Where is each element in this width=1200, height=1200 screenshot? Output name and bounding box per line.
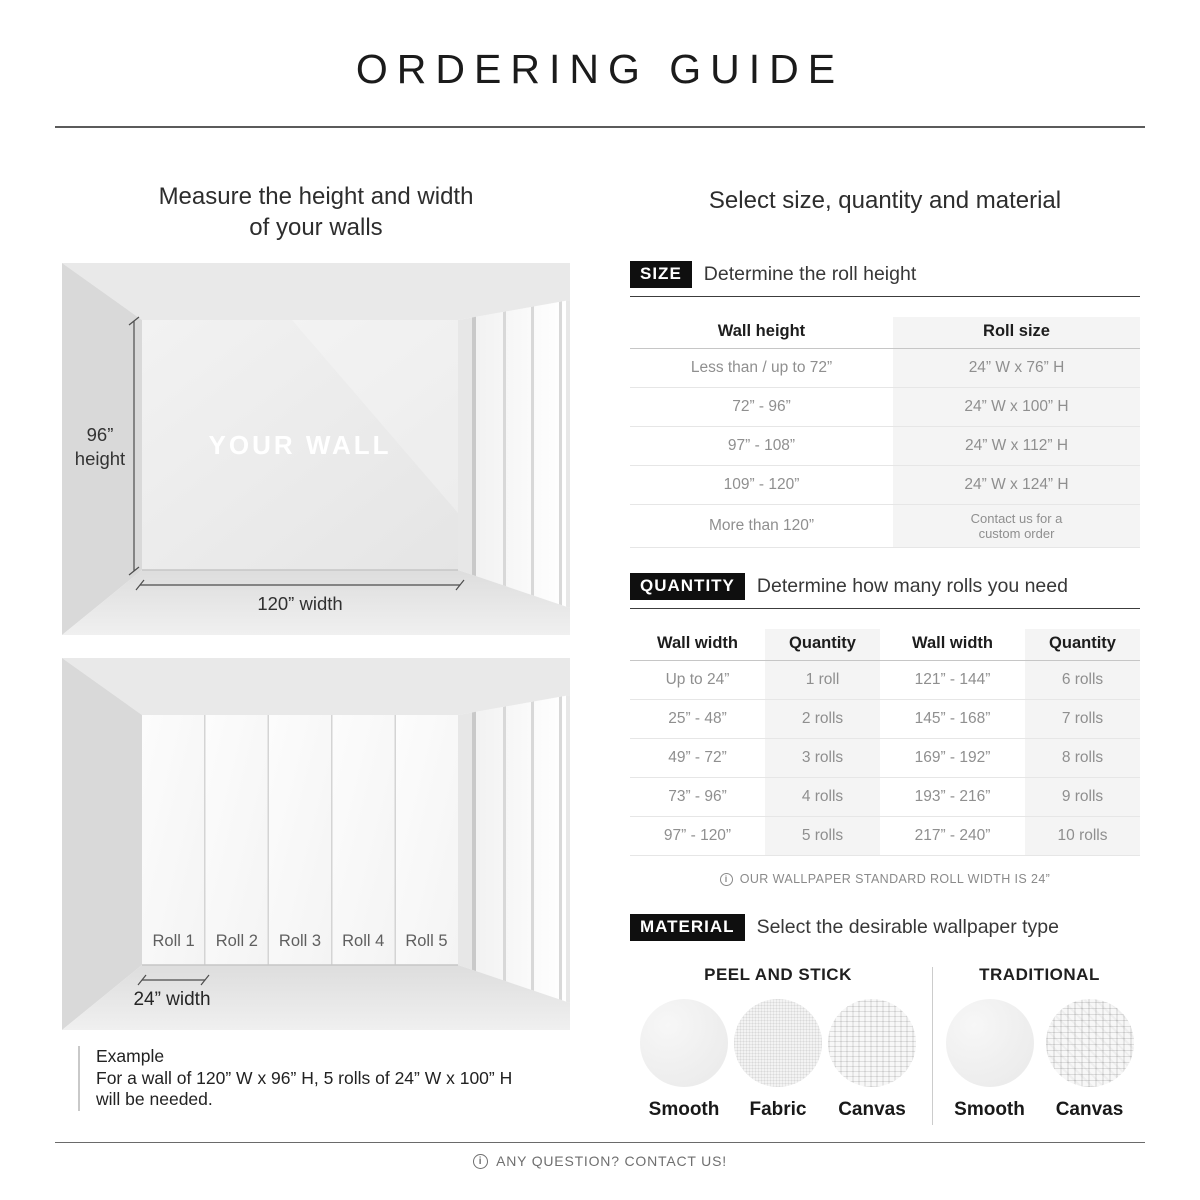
- swatch-label: Fabric: [749, 1099, 807, 1120]
- room-illustration-measure: [62, 263, 570, 635]
- roll-labels: [142, 932, 458, 951]
- material-subtitle: Select the desirable wallpaper type: [756, 916, 1059, 938]
- measure-heading-line2: of your walls: [249, 214, 383, 241]
- table-row: [630, 505, 1140, 548]
- qty-quantity: 4 rolls: [765, 778, 880, 816]
- measure-heading-line1: Measure the height and width: [158, 183, 474, 210]
- wall-width-label: 120” width: [257, 593, 343, 614]
- qty-quantity: 6 rolls: [1025, 661, 1140, 699]
- quantity-badge: QUANTITY: [630, 573, 745, 600]
- swatch-label: Canvas: [1055, 1099, 1124, 1120]
- footer-contact: [0, 1153, 1200, 1169]
- wall-height-value: 96”: [86, 424, 114, 445]
- smooth-texture-circle: [640, 999, 728, 1087]
- qty-wall-width: 73” - 96”: [668, 788, 727, 805]
- swatch-smooth: [946, 999, 1034, 1121]
- footer-contact-text: ANY QUESTION? CONTACT US!: [496, 1153, 727, 1169]
- qty-col-wall-width: Wall width: [657, 634, 738, 652]
- size-col-wall-height: Wall height: [717, 322, 806, 340]
- size-table-header: [630, 317, 1140, 349]
- size-section: [630, 261, 1140, 548]
- size-subtitle: Determine the roll height: [703, 263, 917, 285]
- canvas-texture-circle: [828, 999, 916, 1087]
- material-options: [630, 965, 1140, 1125]
- quantity-table: [630, 629, 1140, 856]
- qty-quantity: 7 rolls: [1025, 700, 1140, 738]
- top-divider: [55, 126, 1145, 128]
- size-wall-height: 109” - 120”: [723, 476, 800, 493]
- qty-quantity: 1 roll: [765, 661, 880, 699]
- smooth-texture-circle: [946, 999, 1034, 1087]
- peel-and-stick-swatches: [630, 999, 926, 1121]
- example-line2: will be needed.: [96, 1089, 213, 1109]
- roll-width-note: [630, 872, 1140, 886]
- swatch-fabric: [734, 999, 822, 1121]
- info-icon: i: [720, 873, 733, 886]
- qty-quantity: 5 rolls: [765, 817, 880, 855]
- size-wall-height: 97” - 108”: [727, 437, 796, 454]
- traditional-title: TRADITIONAL: [979, 965, 1100, 984]
- roll-label-1: Roll 1: [152, 932, 195, 950]
- qty-wall-width: 97” - 120”: [663, 827, 732, 844]
- table-row: [630, 817, 1140, 856]
- footer-divider: [55, 1142, 1145, 1143]
- qty-col-quantity: Quantity: [765, 629, 880, 660]
- size-wall-height: More than 120”: [708, 517, 815, 534]
- qty-wall-width: 121” - 144”: [914, 671, 991, 688]
- roll-width-note-text: OUR WALLPAPER STANDARD ROLL WIDTH IS 24”: [739, 872, 1051, 886]
- swatch-canvas: [1046, 999, 1134, 1121]
- room-scene-rolls: [62, 658, 570, 1030]
- roll-label-2: Roll 2: [215, 932, 258, 950]
- roll-label-5: Roll 5: [405, 932, 448, 950]
- swatch-label: Smooth: [954, 1099, 1025, 1120]
- qty-col-quantity: Quantity: [1025, 629, 1140, 660]
- qty-wall-width: 25” - 48”: [668, 710, 727, 727]
- qty-wall-width: 145” - 168”: [914, 710, 991, 727]
- quantity-section-header: [630, 573, 1140, 609]
- size-badge: SIZE: [630, 261, 692, 288]
- select-heading: Select size, quantity and material: [708, 187, 1062, 214]
- table-row: [630, 778, 1140, 817]
- swatch-label: Smooth: [648, 1099, 720, 1120]
- size-roll-size: [893, 505, 1140, 547]
- size-roll-size: 24” W x 112” H: [893, 427, 1140, 465]
- quantity-table-header: [630, 629, 1140, 661]
- roll-label-3: Roll 3: [278, 932, 322, 950]
- qty-wall-width: 193” - 216”: [914, 788, 991, 805]
- wall-height-label: [62, 423, 138, 471]
- material-section-header: [630, 914, 1140, 949]
- size-section-header: [630, 261, 1140, 297]
- quantity-subtitle: Determine how many rolls you need: [756, 575, 1068, 597]
- qty-quantity: 8 rolls: [1025, 739, 1140, 777]
- size-roll-size: 24” W x 100” H: [893, 388, 1140, 426]
- qty-wall-width: 169” - 192”: [914, 749, 991, 766]
- material-divider: [932, 967, 933, 1125]
- swatch-label: Canvas: [838, 1099, 906, 1120]
- size-table: [630, 317, 1140, 548]
- material-badge: MATERIAL: [630, 914, 745, 941]
- qty-col-wall-width: Wall width: [912, 634, 993, 652]
- table-row: [630, 388, 1140, 427]
- table-row: [630, 700, 1140, 739]
- qty-wall-width: 217” - 240”: [914, 827, 991, 844]
- page-title: ORDERING GUIDE: [355, 46, 845, 92]
- swatch-canvas: [828, 999, 916, 1121]
- size-wall-height: Less than / up to 72”: [690, 359, 833, 376]
- room-illustration-rolls: [62, 658, 570, 1030]
- example-block: [78, 1046, 512, 1111]
- custom-order-note: Contact us for a custom order: [970, 511, 1063, 541]
- swatch-smooth: [640, 999, 728, 1121]
- table-row: [630, 661, 1140, 700]
- canvas-texture-circle: [1046, 999, 1134, 1087]
- size-roll-size: 24” W x 124” H: [893, 466, 1140, 504]
- table-row: [630, 739, 1140, 778]
- table-row: [630, 466, 1140, 505]
- qty-quantity: 10 rolls: [1025, 817, 1140, 855]
- roll-width-label: 24” width: [133, 989, 211, 1010]
- measure-heading: [62, 181, 570, 243]
- table-row: [630, 349, 1140, 388]
- material-section: [630, 914, 1140, 1125]
- qty-wall-width: 49” - 72”: [668, 749, 727, 766]
- wall-height-word: height: [74, 448, 126, 469]
- qty-wall-width: Up to 24”: [665, 671, 730, 688]
- peel-and-stick-title: PEEL AND STICK: [704, 965, 852, 984]
- example-line1: For a wall of 120” W x 96” H, 5 rolls of 24” W x 100” H: [96, 1067, 513, 1088]
- traditional-group: [939, 965, 1140, 1125]
- roll-label-4: Roll 4: [342, 932, 385, 950]
- qty-quantity: 3 rolls: [765, 739, 880, 777]
- example-title: Example: [96, 1046, 165, 1066]
- size-roll-size: 24” W x 76” H: [893, 349, 1140, 387]
- size-wall-height: 72” - 96”: [732, 398, 791, 415]
- info-icon: i: [473, 1154, 488, 1169]
- qty-quantity: 2 rolls: [765, 700, 880, 738]
- qty-quantity: 9 rolls: [1025, 778, 1140, 816]
- table-row: [630, 427, 1140, 466]
- your-wall-label: YOUR WALL: [208, 429, 392, 460]
- peel-and-stick-group: [630, 965, 926, 1125]
- traditional-swatches: [939, 999, 1140, 1121]
- quantity-section: [630, 573, 1140, 886]
- fabric-texture-circle: [734, 999, 822, 1087]
- size-col-roll-size: Roll size: [893, 317, 1140, 348]
